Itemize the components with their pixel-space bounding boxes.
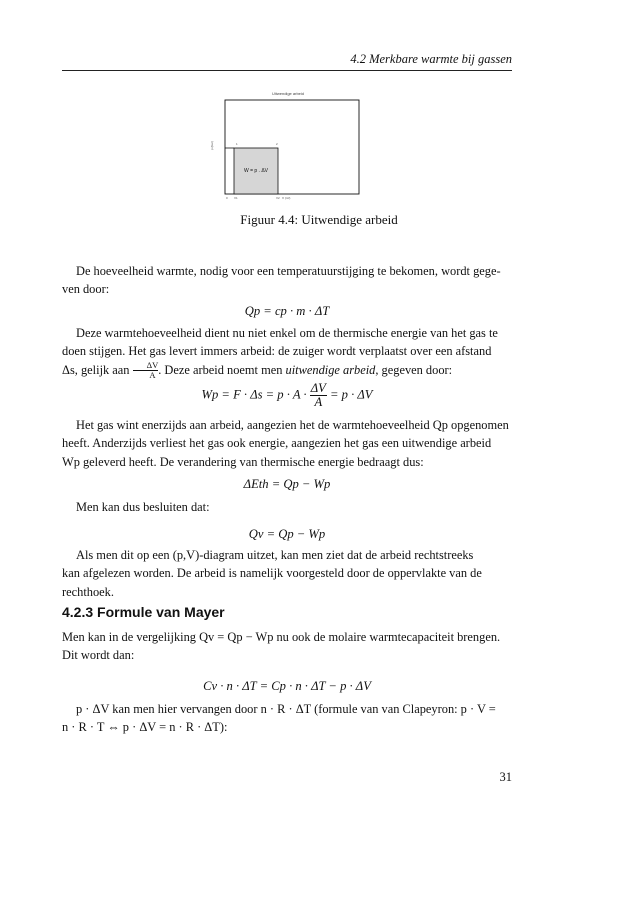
- equation-qv: Qv = Qp − Wp: [248, 527, 326, 541]
- paragraph-4: Men kan dus besluiten dat:: [76, 500, 210, 514]
- pv-diagram: [200, 88, 370, 206]
- p7-line1: p · ΔV kan men hier vervangen door n · R · ΔT (formule van van Clapeyron: p · V =: [76, 702, 496, 716]
- p3-line3: Wp geleverd heeft. De verandering van thermische energie bedraagt dus:: [62, 454, 424, 469]
- v1-label: V1: [234, 196, 238, 200]
- p1-line2: ven door:: [62, 282, 110, 297]
- paragraph-1: [62, 262, 512, 299]
- equation-fraction: $\frac{\Delta V}{A}$: [310, 381, 326, 409]
- equation-mayer: Cv · n · ΔT = Cp · n · ΔT − p · ΔV: [203, 679, 371, 693]
- header-rule: [62, 70, 512, 71]
- p3-line1: Het gas wint enerzijds aan arbeid, aangezien het de warmtehoeveelheid Qp opgenomen: [76, 418, 509, 432]
- p5-line1: Als men dit op een (p,V)-diagram uitzet, kan men ziet dat de arbeid rechtstreeks: [76, 548, 474, 562]
- p7-line2: n · R · T ⇔ p · ΔV = n · R · ΔT):: [62, 720, 228, 735]
- figure-top-label: Uitwendige arbeid: [271, 91, 305, 96]
- v2-label: V2: [276, 196, 280, 200]
- figure-caption: Figuur 4.4: Uitwendige arbeid: [240, 212, 398, 227]
- corner-label-1: 1: [236, 142, 238, 146]
- p2-line3c: , gegeven door:: [375, 362, 453, 377]
- section-heading: 4.2.3 Formule van Mayer: [62, 604, 225, 620]
- inline-fraction: $\frac{\Delta V}{A}$: [133, 361, 159, 380]
- p5-line3: rechthoek.: [62, 584, 114, 599]
- p6-line1: Men kan in de vergelijking Qv = Qp − Wp nu ook de molaire warmtecapaciteit brengen.: [62, 630, 501, 644]
- p1-line1: De hoeveelheid warmte, nodig voor een temperatuurstijging te bekomen, wordt gege-: [76, 264, 501, 278]
- p6-line2: Dit wordt dan:: [62, 648, 135, 663]
- y-axis-label: p (bar): [210, 141, 214, 150]
- p2-line2: doen stijgen. Het gas levert immers arbeid: de zuiger wordt verplaatst over een afstand: [62, 344, 492, 359]
- running-header: 4.2 Merkbare warmte bij gassen: [350, 52, 512, 66]
- p2-line1: Deze warmtehoeveelheid dient nu niet enkel om de thermische energie van het gas te: [76, 326, 498, 340]
- corner-label-2: 2: [276, 142, 278, 146]
- x-axis-label: V (m³): [282, 196, 291, 200]
- paragraph-6: [62, 628, 512, 665]
- origin-label: 0: [226, 196, 228, 200]
- equation-qp: Qp = cp · m · ΔT: [244, 304, 330, 318]
- paragraph-2: [62, 324, 512, 380]
- p5-line2: kan afgelezen worden. De arbeid is namelijk voorgesteld door de oppervlakte van de: [62, 566, 482, 581]
- paragraph-7: [62, 700, 512, 737]
- page-number: 31: [499, 770, 512, 784]
- equation-wp: Wp = F · Δs = p · A · $\frac{\Delta V}{A}$ = p · ΔV: [201, 381, 373, 409]
- equation-delta-eth: ΔEth = Qp − Wp: [243, 477, 331, 491]
- area-label: W = p . ΔV: [243, 168, 269, 174]
- p3-line2: heeft. Anderzijds verliest het gas ook energie, aangezien het gas een uitwendige arbeid: [62, 436, 492, 451]
- p2-emphasis: uitwendige arbeid: [285, 362, 376, 377]
- paragraph-5: [62, 546, 512, 601]
- p2-line3a: Δs, gelijk aan: [62, 362, 130, 377]
- paragraph-3: [62, 416, 512, 471]
- p2-line3b: . Deze arbeid noemt men: [158, 362, 283, 377]
